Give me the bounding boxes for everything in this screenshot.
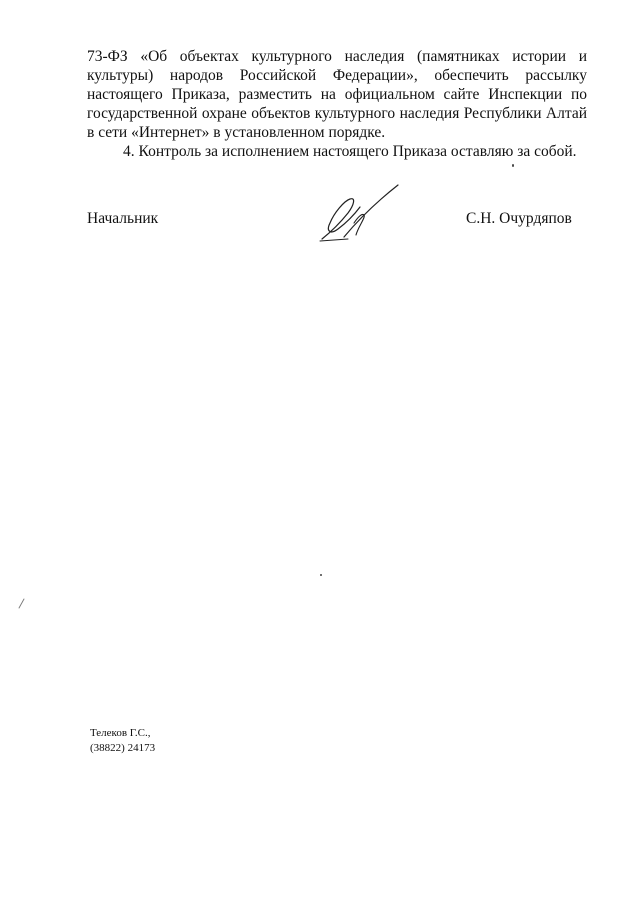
scan-speck: [320, 574, 322, 576]
paragraph-4: 4. Контроль за исполнением настоящего Приказа оставляю за собой.: [123, 143, 577, 160]
handwritten-signature: [318, 183, 408, 245]
scan-speck: [512, 164, 514, 167]
paragraph-continuation: 73-ФЗ «Об объектах культурного наследия (памятниках истории и культуры) народов Российской Федерации», обеспечить рассылку настоящего Приказа, разместить на официальном сайте Инспекции по государственной охране объектов культурного наследия Республики Алтай в сети «Интернет» в установленном порядке.: [87, 48, 587, 141]
signer-name: С.Н. Очурдяпов: [466, 210, 572, 227]
executor-phone: (38822) 24173: [90, 742, 156, 754]
scan-mark: [18, 597, 26, 609]
document-body: [87, 47, 587, 161]
executor-name: Телеков Г.С.,: [90, 727, 151, 739]
signer-position: Начальник: [87, 210, 159, 227]
executor-block: [90, 726, 155, 756]
